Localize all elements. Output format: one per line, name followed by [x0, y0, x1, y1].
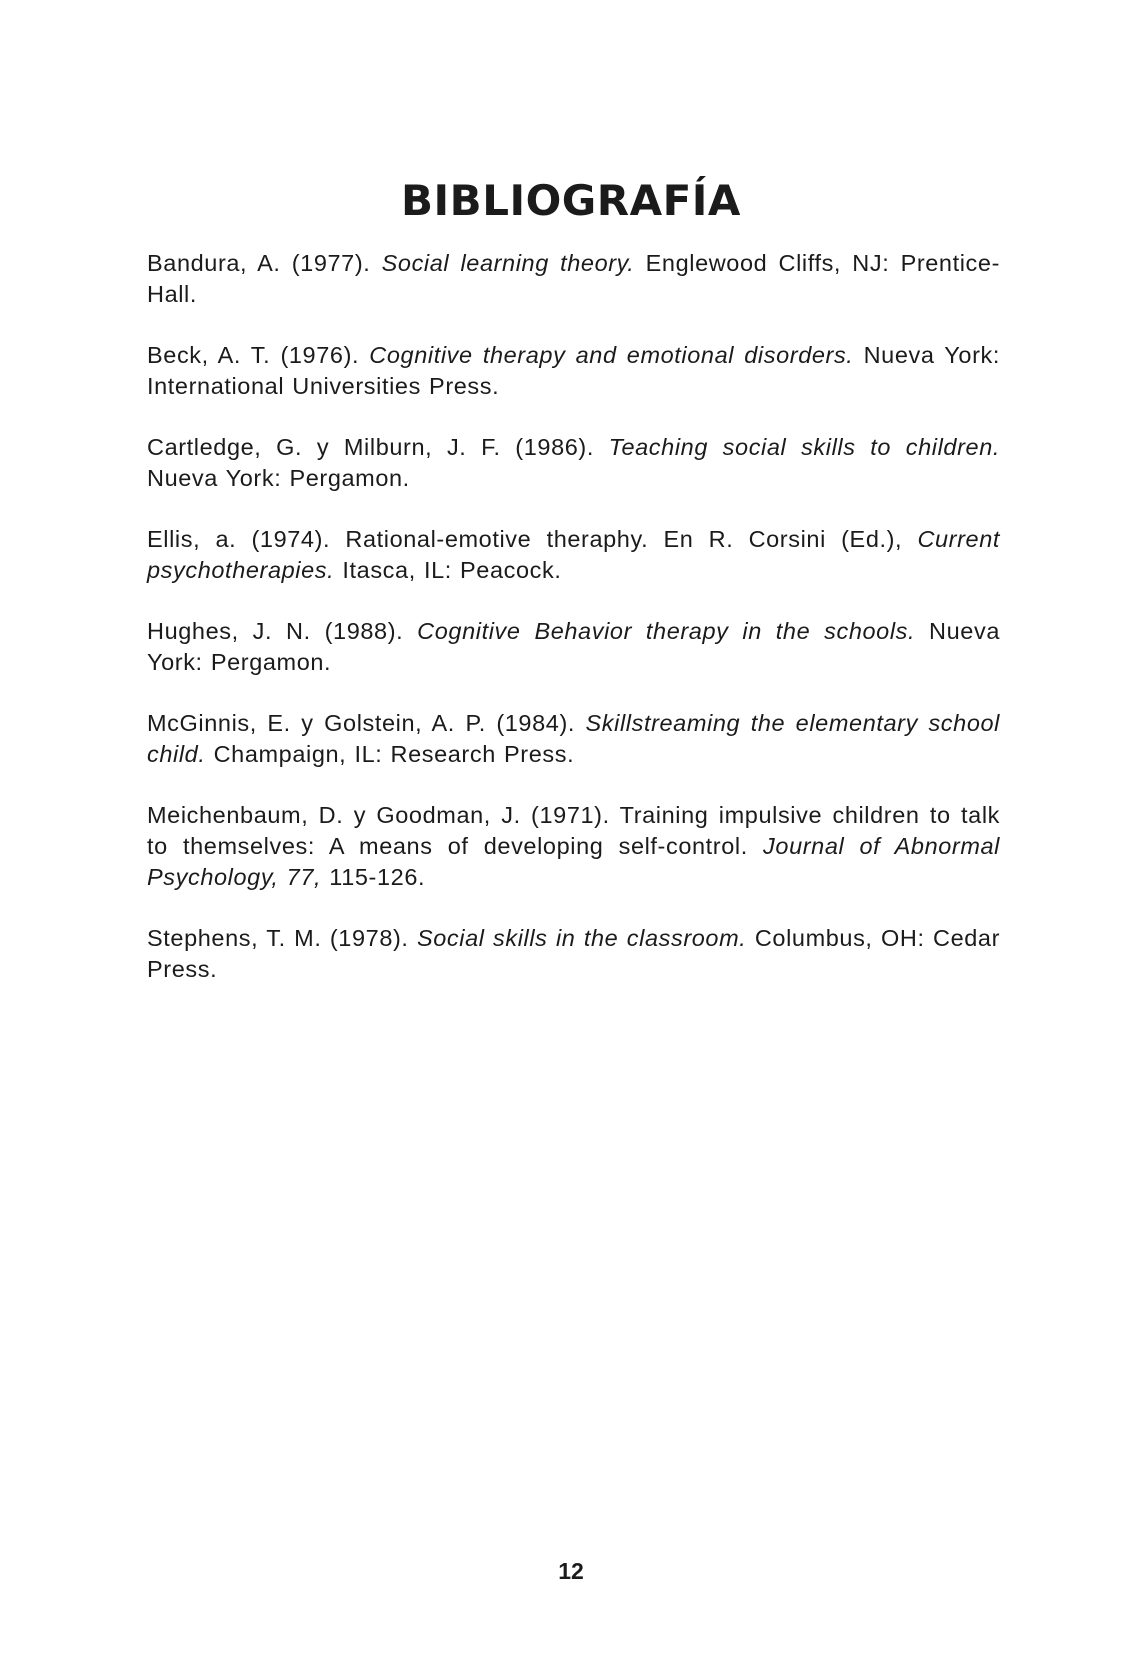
entry-title: Social skills in the classroom. — [416, 925, 747, 951]
entry-text: Meichenbaum, D. y Goodman, J. (1971). Training impulsive children to talk to themselves: A means of developing self-control. — [147, 802, 1000, 859]
entry-text: Champaign, IL: Research Press. — [205, 741, 575, 767]
entry-text: Englewood Cliffs, NJ: Prentice-Hall. — [147, 250, 1000, 307]
entry-text: Itasca, IL: Peacock. — [334, 557, 562, 583]
entry-text: McGinnis, E. y Golstein, A. P. (1984). — [147, 710, 586, 736]
entry-text: Columbus, OH: Cedar Press. — [147, 925, 1001, 982]
entry-text: Ellis, a. (1974). Rational-emotive theraphy. En R. Corsini (Ed.), — [147, 526, 918, 552]
entry-text: Bandura, A. (1977). — [147, 250, 382, 276]
page-title: BIBLIOGRAFÍA — [401, 176, 741, 226]
bibliography-entry — [147, 248, 1000, 310]
entry-text: Nueva York: International Universities Press. — [147, 342, 1000, 399]
entry-title: Social learning theory. — [381, 250, 635, 276]
entry-title: Skillstreaming the elementary school child. — [147, 710, 1000, 767]
bibliography-entry — [147, 524, 1000, 586]
entry-text: Stephens, T. M. (1978). — [147, 925, 417, 951]
entry-title: Current psychotherapies. — [147, 526, 1000, 583]
bibliography-entry — [147, 923, 1000, 985]
entry-text: 115-126. — [321, 864, 426, 890]
entry-text: Beck, A. T. (1976). — [147, 342, 370, 368]
entry-text: Nueva York: Pergamon. — [147, 618, 1000, 675]
bibliography-entry — [147, 616, 1000, 678]
entry-text: Nueva York: Pergamon. — [147, 465, 410, 491]
entry-title: Cognitive Behavior therapy in the schools. — [417, 618, 916, 644]
entry-title: Journal of Abnormal Psychology, 77, — [147, 833, 1000, 890]
entry-text: Hughes, J. N. (1988). — [147, 618, 418, 644]
bibliography-entry — [147, 340, 1000, 402]
bibliography-entry — [147, 432, 1000, 494]
page-number: 12 — [558, 1558, 584, 1584]
entry-title: Teaching social skills to children. — [608, 434, 1000, 460]
entry-text: Cartledge, G. y Milburn, J. F. (1986). — [147, 434, 609, 460]
entry-title: Cognitive therapy and emotional disorders. — [369, 342, 854, 368]
bibliography-entry — [147, 800, 1000, 893]
bibliography-entry — [147, 708, 1000, 770]
bibliography-list — [147, 248, 1000, 1015]
